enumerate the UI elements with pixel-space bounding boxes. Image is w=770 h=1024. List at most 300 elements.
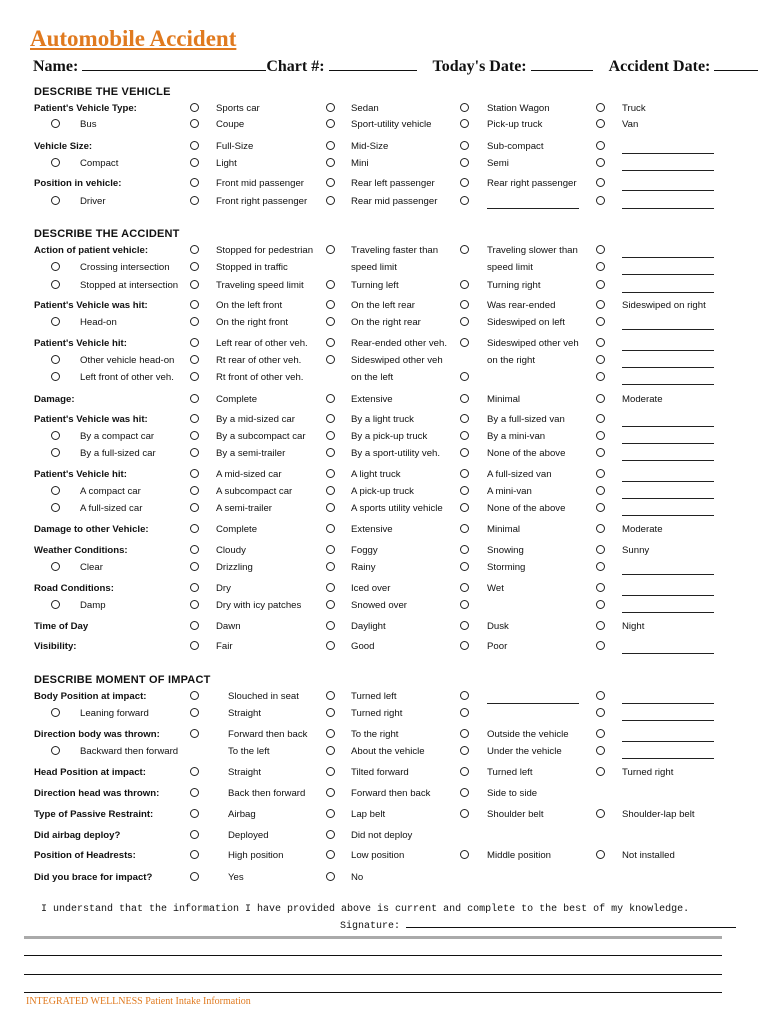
accident-date-field[interactable] — [714, 56, 758, 71]
form-row — [0, 277, 770, 294]
other-blank-line[interactable] — [622, 170, 714, 171]
option-radio[interactable] — [596, 503, 605, 512]
option-radio[interactable] — [596, 245, 605, 254]
option-radio[interactable] — [596, 767, 605, 776]
option-label: Full-Size — [216, 141, 254, 152]
option-label: Side to side — [487, 788, 538, 799]
row-label: Direction body was thrown: — [34, 729, 160, 740]
option-radio[interactable] — [596, 119, 605, 128]
option-label: Stopped at intersection — [80, 280, 179, 291]
other-blank-line[interactable] — [622, 384, 714, 385]
other-blank-line[interactable] — [622, 460, 714, 461]
today-date-field[interactable] — [531, 56, 593, 71]
option-label: Rainy — [351, 562, 376, 573]
option-label: Moderate — [622, 394, 663, 405]
option-radio[interactable] — [460, 317, 469, 326]
option-radio[interactable] — [190, 317, 199, 326]
option-radio[interactable] — [190, 691, 199, 700]
chart-field[interactable] — [329, 56, 417, 71]
option-radio[interactable] — [190, 830, 199, 839]
row-label: Head Position at impact: — [34, 767, 146, 778]
option-radio[interactable] — [596, 545, 605, 554]
other-blank-line[interactable] — [622, 367, 714, 368]
option-radio[interactable] — [190, 262, 199, 271]
option-label: Yes — [228, 872, 244, 883]
option-radio[interactable] — [326, 600, 335, 609]
option-label: speed limit — [351, 262, 397, 273]
option-label: Rt front of other veh. — [216, 372, 304, 383]
form-row — [0, 542, 770, 559]
option-label: A subcompact car — [216, 486, 293, 497]
option-radio[interactable] — [460, 641, 469, 650]
option-radio[interactable] — [460, 729, 469, 738]
option-label: Turned right — [622, 767, 674, 778]
row-label: Patient's Vehicle hit: — [34, 469, 127, 480]
option-radio[interactable] — [190, 729, 199, 738]
option-radio[interactable] — [190, 524, 199, 533]
other-blank-line[interactable] — [622, 481, 714, 482]
option-label: Sub-compact — [487, 141, 544, 152]
row-label: Direction head was thrown: — [34, 788, 160, 799]
option-radio[interactable] — [460, 372, 469, 381]
option-radio[interactable] — [326, 317, 335, 326]
option-radio[interactable] — [190, 372, 199, 381]
option-label: By a compact car — [80, 431, 155, 442]
row-label: Action of patient vehicle: — [34, 245, 149, 256]
option-label: Turned left — [351, 691, 397, 702]
option-radio[interactable] — [460, 562, 469, 571]
option-radio[interactable] — [596, 583, 605, 592]
option-radio[interactable] — [326, 767, 335, 776]
option-radio[interactable] — [460, 158, 469, 167]
option-radio[interactable] — [190, 641, 199, 650]
other-blank-line[interactable] — [622, 350, 714, 351]
option-radio[interactable] — [596, 809, 605, 818]
other-blank-line[interactable] — [622, 574, 714, 575]
option-label: By a semi-trailer — [216, 448, 286, 459]
chart-label: Chart #: — [266, 58, 325, 75]
option-radio[interactable] — [596, 746, 605, 755]
form-row — [0, 335, 770, 352]
option-radio[interactable] — [190, 767, 199, 776]
row-label: Position in vehicle: — [34, 178, 122, 189]
option-label: A sports utility vehicle — [351, 503, 443, 514]
option-radio[interactable] — [190, 103, 199, 112]
accident-date-label: Accident Date: — [608, 58, 711, 75]
option-radio[interactable] — [326, 486, 335, 495]
option-radio[interactable] — [596, 431, 605, 440]
option-radio[interactable] — [326, 708, 335, 717]
option-radio[interactable] — [326, 414, 335, 423]
option-radio[interactable] — [51, 746, 60, 755]
option-radio[interactable] — [326, 469, 335, 478]
notes-line-3[interactable] — [24, 992, 722, 993]
option-radio[interactable] — [190, 788, 199, 797]
option-label: Airbag — [228, 809, 256, 820]
option-label: Crossing intersection — [80, 262, 170, 273]
option-radio[interactable] — [190, 545, 199, 554]
option-label: Moderate — [622, 524, 663, 535]
option-radio[interactable] — [596, 262, 605, 271]
option-radio[interactable] — [460, 708, 469, 717]
option-radio[interactable] — [460, 196, 469, 205]
option-label: on the right — [487, 355, 536, 366]
option-radio[interactable] — [326, 545, 335, 554]
option-label: Other vehicle head-on — [80, 355, 175, 366]
option-label: Turned right — [351, 708, 403, 719]
footer-text: INTEGRATED WELLNESS Patient Intake Information — [26, 996, 251, 1007]
option-radio[interactable] — [596, 850, 605, 859]
option-radio[interactable] — [596, 708, 605, 717]
option-label: Complete — [216, 524, 258, 535]
form-row — [0, 827, 770, 844]
form-row — [0, 175, 770, 192]
form-row — [0, 705, 770, 722]
option-radio[interactable] — [596, 338, 605, 347]
option-radio[interactable] — [190, 469, 199, 478]
option-radio[interactable] — [190, 431, 199, 440]
option-radio[interactable] — [326, 119, 335, 128]
other-blank-line[interactable] — [622, 190, 714, 191]
option-radio[interactable] — [596, 317, 605, 326]
option-label: Sideswiped on right — [622, 300, 706, 311]
option-radio[interactable] — [326, 503, 335, 512]
option-radio[interactable] — [460, 809, 469, 818]
other-blank-line[interactable] — [622, 208, 714, 209]
signature-label: Signature: — [340, 921, 401, 932]
option-label: Sport-utility vehicle — [351, 119, 432, 130]
other-blank-line[interactable] — [622, 741, 714, 742]
option-radio[interactable] — [596, 448, 605, 457]
option-label: A pick-up truck — [351, 486, 414, 497]
form-row — [0, 638, 770, 655]
option-label: Fair — [216, 641, 233, 652]
option-radio[interactable] — [326, 850, 335, 859]
option-radio[interactable] — [190, 119, 199, 128]
section-vehicle: DESCRIBE THE VEHICLE — [34, 86, 171, 98]
option-radio[interactable] — [596, 178, 605, 187]
option-radio[interactable] — [460, 850, 469, 859]
option-radio[interactable] — [326, 809, 335, 818]
option-label: By a subcompact car — [216, 431, 306, 442]
form-row — [0, 847, 770, 864]
option-radio[interactable] — [460, 300, 469, 309]
option-radio[interactable] — [596, 280, 605, 289]
option-radio[interactable] — [460, 103, 469, 112]
option-radio[interactable] — [326, 103, 335, 112]
notes-line-1[interactable] — [24, 955, 722, 956]
option-radio[interactable] — [51, 708, 60, 717]
option-label: Turning left — [351, 280, 399, 291]
option-label: Leaning forward — [80, 708, 149, 719]
form-row — [0, 580, 770, 597]
option-radio[interactable] — [596, 486, 605, 495]
option-radio[interactable] — [326, 245, 335, 254]
option-label: Van — [622, 119, 639, 130]
option-radio[interactable] — [326, 280, 335, 289]
option-radio[interactable] — [51, 600, 60, 609]
form-row — [0, 138, 770, 155]
option-radio[interactable] — [190, 196, 199, 205]
option-radio[interactable] — [460, 141, 469, 150]
option-label: Deployed — [228, 830, 269, 841]
option-label: Minimal — [487, 524, 521, 535]
other-blank-line[interactable] — [487, 208, 579, 209]
option-radio[interactable] — [596, 524, 605, 533]
option-label: Night — [622, 621, 645, 632]
option-radio[interactable] — [190, 338, 199, 347]
option-radio[interactable] — [460, 119, 469, 128]
option-radio[interactable] — [190, 486, 199, 495]
option-radio[interactable] — [460, 431, 469, 440]
header-fields — [33, 56, 758, 76]
section-accident: DESCRIBE THE ACCIDENT — [34, 228, 180, 240]
option-label: Minimal — [487, 394, 521, 405]
other-blank-line[interactable] — [622, 515, 714, 516]
option-radio[interactable] — [326, 196, 335, 205]
option-label: Front right passenger — [216, 196, 308, 207]
option-radio[interactable] — [596, 414, 605, 423]
option-label: Front mid passenger — [216, 178, 304, 189]
option-label: Station Wagon — [487, 103, 550, 114]
option-radio[interactable] — [460, 524, 469, 533]
option-radio[interactable] — [190, 394, 199, 403]
option-radio[interactable] — [51, 280, 60, 289]
option-radio[interactable] — [596, 355, 605, 364]
option-radio[interactable] — [190, 850, 199, 859]
option-radio[interactable] — [190, 809, 199, 818]
option-radio[interactable] — [190, 158, 199, 167]
option-radio[interactable] — [460, 245, 469, 254]
other-blank-line[interactable] — [622, 595, 714, 596]
option-radio[interactable] — [326, 830, 335, 839]
form-title: Automobile Accident — [30, 26, 237, 51]
option-radio[interactable] — [596, 103, 605, 112]
option-radio[interactable] — [326, 141, 335, 150]
divider — [24, 936, 722, 939]
option-label: Snowing — [487, 545, 524, 556]
option-label: Rear mid passenger — [351, 196, 438, 207]
option-radio[interactable] — [190, 708, 199, 717]
option-radio[interactable] — [190, 448, 199, 457]
other-blank-line[interactable] — [622, 653, 714, 654]
option-radio[interactable] — [51, 372, 60, 381]
option-radio[interactable] — [51, 196, 60, 205]
other-blank-line[interactable] — [622, 443, 714, 444]
option-radio[interactable] — [190, 414, 199, 423]
other-blank-line[interactable] — [622, 153, 714, 154]
other-blank-line[interactable] — [622, 274, 714, 275]
option-radio[interactable] — [460, 414, 469, 423]
option-radio[interactable] — [190, 503, 199, 512]
option-radio[interactable] — [460, 394, 469, 403]
option-radio[interactable] — [326, 338, 335, 347]
option-radio[interactable] — [460, 788, 469, 797]
option-radio[interactable] — [596, 300, 605, 309]
option-radio[interactable] — [596, 158, 605, 167]
option-label: Semi — [487, 158, 509, 169]
other-blank-line[interactable] — [622, 329, 714, 330]
option-label: None of the above — [487, 448, 566, 459]
option-label: A full-sized van — [487, 469, 552, 480]
option-label: Traveling faster than — [351, 245, 439, 256]
form-row — [0, 391, 770, 408]
option-radio[interactable] — [326, 448, 335, 457]
option-radio[interactable] — [51, 119, 60, 128]
form-row — [0, 100, 770, 117]
other-blank-line[interactable] — [622, 257, 714, 258]
option-radio[interactable] — [596, 394, 605, 403]
option-radio[interactable] — [190, 600, 199, 609]
option-radio[interactable] — [326, 178, 335, 187]
option-radio[interactable] — [460, 691, 469, 700]
option-radio[interactable] — [460, 600, 469, 609]
option-radio[interactable] — [190, 355, 199, 364]
option-radio[interactable] — [190, 245, 199, 254]
other-blank-line[interactable] — [622, 292, 714, 293]
option-radio[interactable] — [190, 621, 199, 630]
option-label: Good — [351, 641, 375, 652]
form-row — [0, 411, 770, 428]
option-label: Dry with icy patches — [216, 600, 302, 611]
option-label: Sideswiped other veh — [351, 355, 443, 366]
option-radio[interactable] — [326, 621, 335, 630]
other-blank-line[interactable] — [622, 758, 714, 759]
option-radio[interactable] — [596, 729, 605, 738]
option-radio[interactable] — [460, 448, 469, 457]
option-radio[interactable] — [190, 300, 199, 309]
option-radio[interactable] — [460, 178, 469, 187]
form-row — [0, 764, 770, 781]
option-radio[interactable] — [326, 355, 335, 364]
option-label: On the right rear — [351, 317, 421, 328]
option-radio[interactable] — [190, 562, 199, 571]
form-row — [0, 597, 770, 614]
form-row — [0, 297, 770, 314]
option-radio[interactable] — [326, 746, 335, 755]
option-radio[interactable] — [51, 431, 60, 440]
option-radio[interactable] — [460, 545, 469, 554]
other-blank-line[interactable] — [622, 612, 714, 613]
row-label: Patient's Vehicle was hit: — [34, 300, 148, 311]
form-row — [0, 521, 770, 538]
option-radio[interactable] — [460, 767, 469, 776]
option-radio[interactable] — [190, 141, 199, 150]
option-radio[interactable] — [326, 583, 335, 592]
option-label: Wet — [487, 583, 504, 594]
form-row — [0, 445, 770, 462]
option-radio[interactable] — [596, 600, 605, 609]
option-radio[interactable] — [460, 469, 469, 478]
option-radio[interactable] — [460, 746, 469, 755]
option-radio[interactable] — [326, 641, 335, 650]
other-blank-line[interactable] — [487, 703, 579, 704]
option-label: Dawn — [216, 621, 241, 632]
option-radio[interactable] — [190, 280, 199, 289]
option-label: Traveling speed limit — [216, 280, 304, 291]
signature-row — [340, 917, 736, 932]
other-blank-line[interactable] — [622, 720, 714, 721]
form-row — [0, 785, 770, 802]
option-label: Lap belt — [351, 809, 386, 820]
option-radio[interactable] — [190, 178, 199, 187]
option-radio[interactable] — [51, 448, 60, 457]
option-label: High position — [228, 850, 284, 861]
option-radio[interactable] — [596, 562, 605, 571]
option-radio[interactable] — [460, 583, 469, 592]
notes-line-2[interactable] — [24, 974, 722, 975]
row-label: Patient's Vehicle hit: — [34, 338, 127, 349]
option-radio[interactable] — [460, 503, 469, 512]
option-radio[interactable] — [51, 158, 60, 167]
option-label: Stopped in traffic — [216, 262, 288, 273]
option-radio[interactable] — [51, 355, 60, 364]
option-label: By a mini-van — [487, 431, 546, 442]
option-radio[interactable] — [596, 621, 605, 630]
option-radio[interactable] — [460, 486, 469, 495]
option-radio[interactable] — [596, 469, 605, 478]
option-radio[interactable] — [51, 262, 60, 271]
option-radio[interactable] — [190, 872, 199, 881]
option-label: Clear — [80, 562, 103, 573]
form-row — [0, 559, 770, 576]
other-blank-line[interactable] — [622, 498, 714, 499]
option-radio[interactable] — [326, 562, 335, 571]
option-radio[interactable] — [326, 431, 335, 440]
option-radio[interactable] — [596, 141, 605, 150]
option-label: Sideswiped on left — [487, 317, 565, 328]
row-label: Time of Day — [34, 621, 89, 632]
option-label: Dry — [216, 583, 231, 594]
option-radio[interactable] — [51, 503, 60, 512]
option-radio[interactable] — [326, 158, 335, 167]
option-radio[interactable] — [460, 280, 469, 289]
option-label: On the left front — [216, 300, 283, 311]
option-radio[interactable] — [326, 524, 335, 533]
form-row — [0, 466, 770, 483]
signature-field[interactable] — [406, 917, 736, 928]
option-label: By a full-sized car — [80, 448, 156, 459]
option-radio[interactable] — [326, 300, 335, 309]
option-label: Iced over — [351, 583, 391, 594]
option-radio[interactable] — [460, 338, 469, 347]
option-radio[interactable] — [326, 788, 335, 797]
option-radio[interactable] — [326, 729, 335, 738]
option-label: By a pick-up truck — [351, 431, 428, 442]
option-radio[interactable] — [596, 196, 605, 205]
option-radio[interactable] — [51, 486, 60, 495]
option-label: By a light truck — [351, 414, 414, 425]
row-label: Road Conditions: — [34, 583, 114, 594]
option-radio[interactable] — [596, 691, 605, 700]
option-label: Was rear-ended — [487, 300, 556, 311]
option-radio[interactable] — [326, 394, 335, 403]
option-radio[interactable] — [326, 872, 335, 881]
name-field[interactable] — [82, 56, 266, 71]
option-radio[interactable] — [596, 641, 605, 650]
other-blank-line[interactable] — [622, 703, 714, 704]
option-radio[interactable] — [51, 317, 60, 326]
option-label: By a mid-sized car — [216, 414, 295, 425]
option-label: Left front of other veh. — [80, 372, 174, 383]
other-blank-line[interactable] — [622, 426, 714, 427]
option-radio[interactable] — [596, 372, 605, 381]
option-radio[interactable] — [190, 583, 199, 592]
option-radio[interactable] — [51, 562, 60, 571]
option-label: On the right front — [216, 317, 288, 328]
option-radio[interactable] — [460, 621, 469, 630]
option-radio[interactable] — [326, 691, 335, 700]
